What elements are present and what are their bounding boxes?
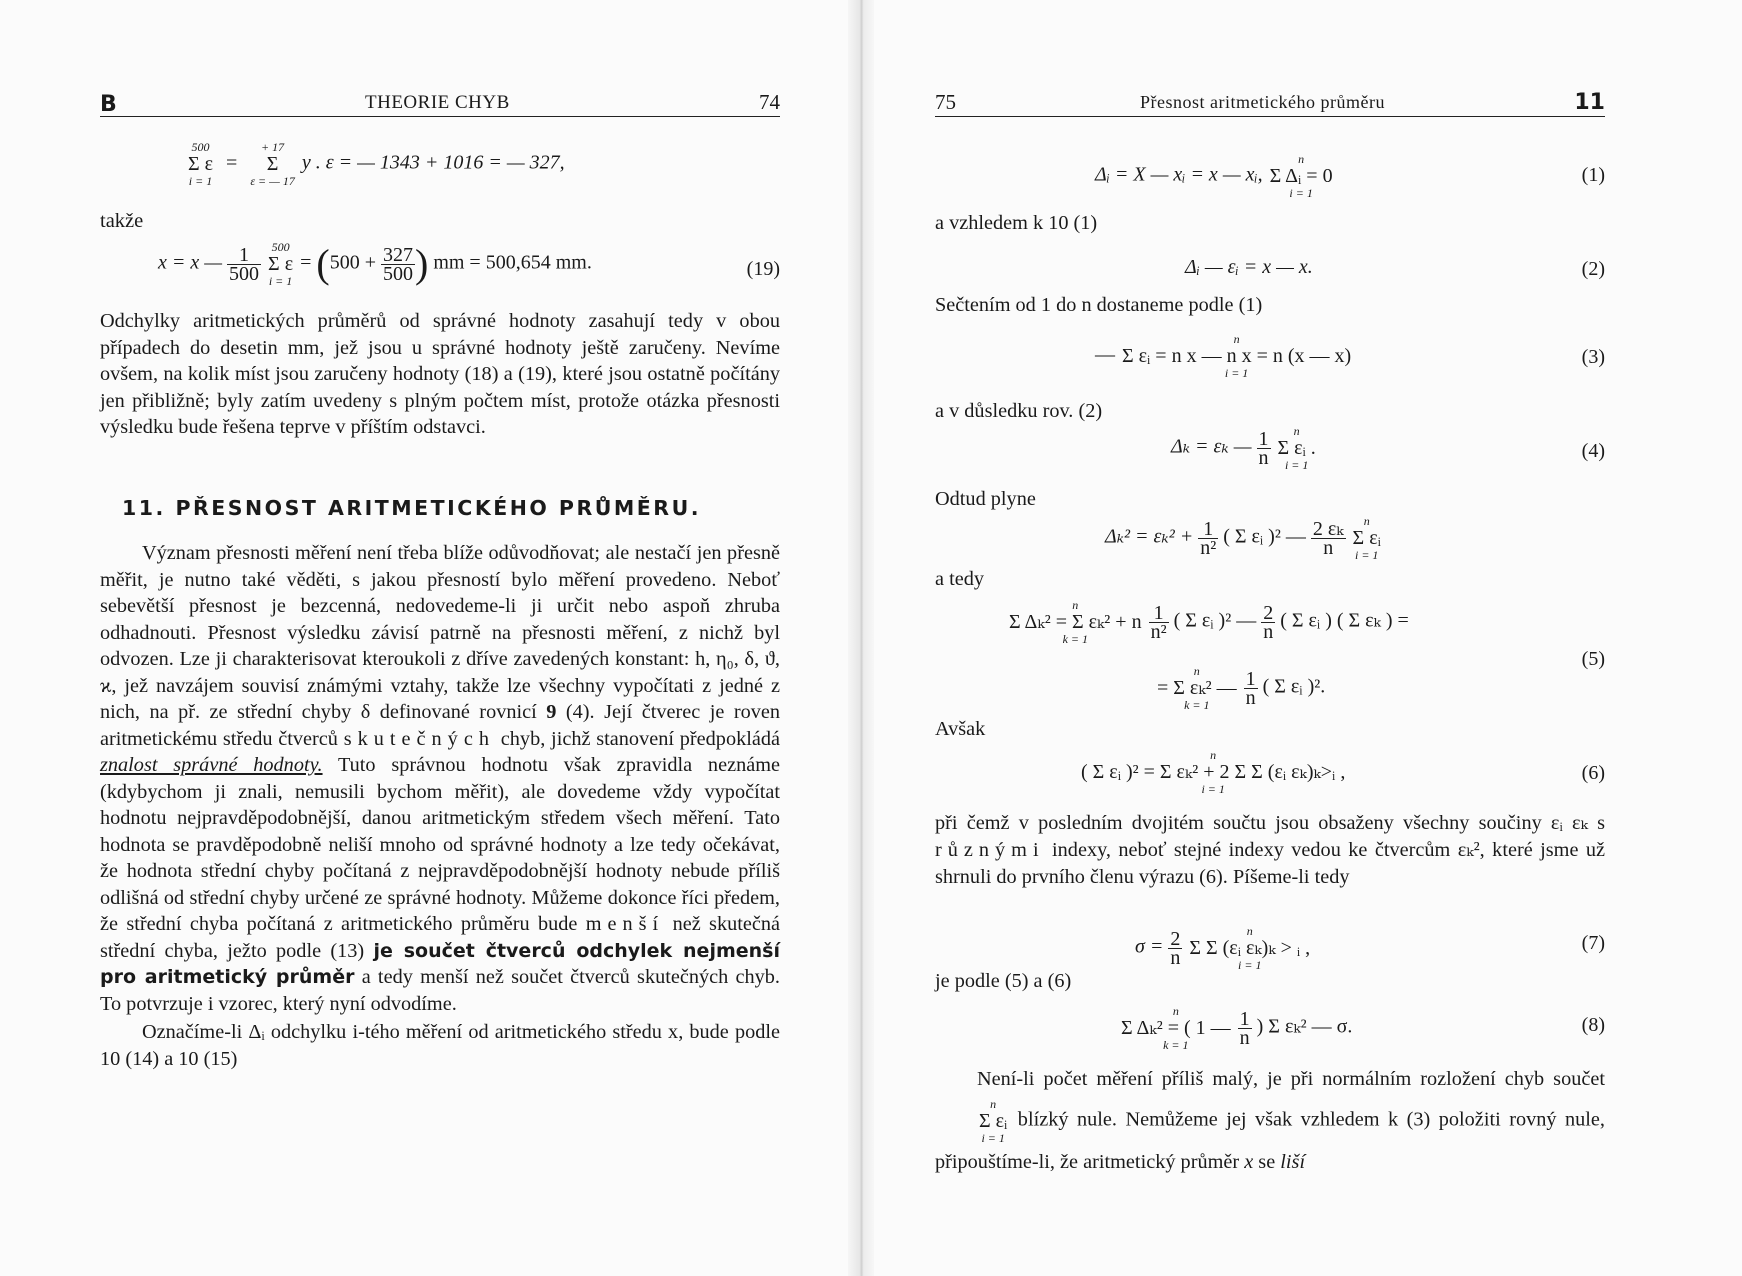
- paragraph-vyznam: Význam přesnosti měření není třeba blíže odůvodňovat; ale nestačí jen přesně měřit, je nutno také věděti, s jakou přesností bylo měření provedeno. Neboť sebevětší přesnost je bezcenná, nedovedeme-li ji určit nebo aspoň zhruba odhadnouti. Přesnost výsledku závisí patrně na přesnosti měření, z nichž byl odvozen. Lze ji charakterisovat kteroukoli z dříve zavedených konstant: h, η₀, δ, ϑ, ϰ, jež navzájem souvisí známými vztahy, takže lze všechny vypočítati z jedné z nich, na př. ze střední chyby δ definované rovnicí 9 (4). Její čtverec je roven aritmetickému středu čtverců skutečných chyb, jichž stanovení předpokládá znalost správné hodnoty. Tuto správnou hodnotu však zpravidla neznáme (kdybychom ji znali, nemusili bychom měřit), ale dovedeme vždy vypočítat hodnotu nejpravděpodobnější, danou aritmetickým středem všech měření. Tato hodnota se pravděpodobně neliší mnoho od správné hodnoty a lze tedy očekávat, že hodnota střední chyby počítaná z nejpravděpodobnější hodnoty nebude příliš odlišná od střední chyby určené ze správné hodnoty. Můžeme dokonce říci předem, že střední chyba počítaná z aritmetického průměru bude menší než skutečná střední chyba, ježto podle (13) je součet čtverců odchylek nejmenší pro aritmetický průměr a tedy menší než součet čtverců skutečných chyb. To potvrzuje i vzorec, který nyní odvodíme. Označíme-li Δᵢ odchylku i-tého měření od aritmetického středu x, bude podle 10 (14) a 10 (15): [100, 540, 780, 1072]
- eq19-frac1: $\frac{1}{500}$: [229, 243, 260, 285]
- equation-4: Δₖ = εₖ — $\frac{1}{n}$ n Σ εᵢ . i = 1: [1171, 424, 1316, 472]
- text-sectenim: Sečtením od 1 do n dostaneme podle (1): [935, 294, 1263, 316]
- eq19-sum: 500 Σ ε i = 1: [268, 240, 294, 288]
- eq5-number: (5): [1581, 648, 1605, 670]
- paragraph-odchylky: Odchylky aritmetických průměrů od správné hodnoty zasahují tedy v obou případech do desetin mm, jež jsou u správné hodnoty ještě zaručeny. Nevíme ovšem, na kolik míst jsou zaručeny hodnoty (18) a (19), které jsou ostatně počítány jen přibližně; byly zatím uvedeny s plným počtem míst, protože otázka přesnosti výsledku bude řešena teprve v příštím odstavci.: [100, 310, 780, 438]
- right-page: [935, 0, 1605, 1276]
- equation-6: n ( Σ εᵢ )² = Σ εₖ² + 2 Σ Σ (εᵢ εₖ)ₖ>ᵢ , i = 1: [1081, 748, 1346, 796]
- header-title: THEORIE CHYB: [365, 92, 510, 113]
- equation-5a: n Σ Δₖ² = Σ εₖ² + n k = 1 $\frac{1}{\text{n²}}$ ( Σ εᵢ )² — $\frac{2}{n}$ ( Σ εᵢ ) ( Σ εₖ ) =: [1009, 598, 1409, 646]
- text-dusledku: a v důsledku rov. (2): [935, 400, 1103, 422]
- text-a-tedy: a tedy: [935, 568, 984, 590]
- equation-1: Δᵢ = X — xᵢ = x — xᵢ, n Σ Δᵢ = 0 i = 1: [1095, 152, 1333, 200]
- left-running-header: [100, 88, 780, 118]
- eq1-number: (1): [1581, 164, 1605, 186]
- section-title: 11. PŘESNOST ARITMETICKÉHO PRŮMĚRU.: [122, 496, 702, 520]
- takze-text: takže: [100, 210, 144, 232]
- sum-right: + 17 Σ ε = — 17: [250, 140, 295, 188]
- page-number: 74: [759, 90, 780, 114]
- text-je-podle: je podle (5) a (6): [935, 970, 1072, 992]
- paragraph-pri-cemz: při čemž v posledním dvojitém součtu jsou obsaženy všechny součiny εᵢ εₖ s různými indexy, neboť stejné indexy vedou ke čtvercům εₖ², které jsme už shrnuli do prvního členu výrazu (6). Píšeme-li tedy: [935, 812, 1606, 888]
- eq2-number: (2): [1581, 258, 1605, 280]
- text-avsak: Avšak: [935, 718, 986, 740]
- book-gutter: [848, 0, 874, 1276]
- equation-8: n Σ Δₖ² = ( 1 — k = 1 $\frac{1}{n}$ ) Σ εₖ² — σ.: [1121, 1004, 1353, 1052]
- equation-sum: 500 Σ ε i = 1 = + 17 Σ ε = — 17 y . ε = — 1343 + 1016 = — 327,: [188, 140, 565, 188]
- equation-2: Δᵢ — εᵢ = x — x.: [1185, 256, 1313, 278]
- header-rule: [100, 116, 780, 117]
- equation-5b: n = Σ εₖ² — k = 1 $\frac{1}{n}$ ( Σ εᵢ )².: [1157, 664, 1326, 712]
- equation-7: σ = $\frac{2}{n}$ n Σ Σ (εᵢ εₖ)ₖ > ᵢ , i = 1: [1135, 924, 1311, 972]
- header-rule: [935, 116, 1605, 117]
- left-page: [100, 0, 780, 1276]
- eq4-number: (4): [1581, 440, 1605, 462]
- eq19-number: (19): [746, 258, 780, 280]
- eq6-number: (6): [1581, 762, 1605, 784]
- right-running-header: [935, 88, 1605, 118]
- paragraph-neni-li: Není-li počet měření příliš malý, je při normálním rozložení chyb součet n Σ εᵢ i = 1 blízký nule. Nemůžeme jej však vzhledem k (3) položiti rovný nule, připouštíme-li, že aritmetický průměr x se liší: [935, 1068, 1605, 1173]
- text-odtud: Odtud plyne: [935, 488, 1036, 510]
- eq8-number: (8): [1581, 1014, 1605, 1036]
- text-vzhledem: a vzhledem k 10 (1): [935, 212, 1098, 234]
- eq3-number: (3): [1581, 346, 1605, 368]
- chapter-number: 11: [1574, 90, 1605, 115]
- eq19-frac2: $\frac{327}{500}$: [382, 243, 413, 285]
- sum-left: 500 Σ ε i = 1: [188, 140, 214, 188]
- equation-19: x = x — $\frac{1}{500}$ 500 Σ ε i = 1 = (500 + $\frac{327}{500}$ ) mm = 500,654 mm.: [158, 240, 592, 288]
- equation-sum-rest: y . ε = — 1343 + 1016 = — 327,: [301, 151, 565, 174]
- page-number: 75: [935, 90, 956, 114]
- chapter-letter: B: [100, 92, 117, 117]
- paragraph-oznacime: Označíme-li Δᵢ odchylku i-tého měření od aritmetického středu x, bude podle 10 (14) a 10 (15): [100, 1021, 780, 1070]
- header-title: Přesnost aritmetického průměru: [1140, 92, 1385, 112]
- equation-3: — n Σ εᵢ = n x — n x = n (x — x) i = 1: [1095, 332, 1352, 380]
- equation-4b: Δₖ² = εₖ² + $\frac{1}{\text{n²}}$ ( Σ εᵢ )² — $\frac{\text{2 εₖ}}{n}$ n Σ εᵢ i = 1: [1105, 514, 1381, 562]
- eq7-number: (7): [1581, 932, 1605, 954]
